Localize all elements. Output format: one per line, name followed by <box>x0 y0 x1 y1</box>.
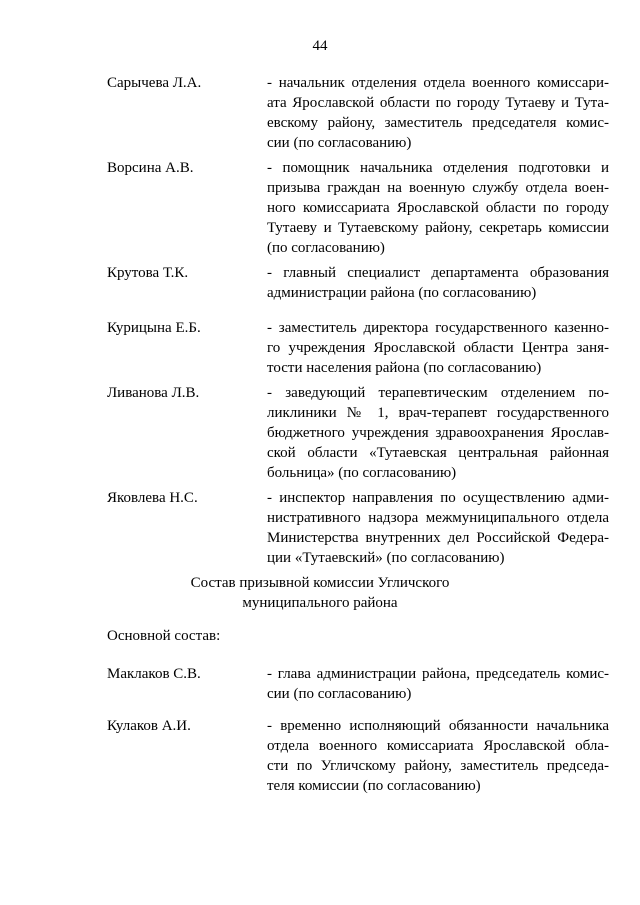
role-line: - заместитель директора государственного казенно- <box>267 320 609 336</box>
role-line: - заведующий терапевтическим отделением по- <box>267 385 609 401</box>
role-line: (по согласованию) <box>267 240 385 256</box>
section-heading-line: муниципального района <box>242 595 398 611</box>
role-line: сти по Угличскому району, заместитель председа- <box>267 758 609 774</box>
role-line: тости населения района (по согласованию) <box>267 360 542 376</box>
role-line: - временно исполняющий обязанности начальника <box>267 718 609 734</box>
role-line: сии (по согласованию) <box>267 686 412 702</box>
member-role <box>267 73 609 153</box>
role-line: Тутаеву и Тутаевскому району, секретарь комиссии <box>267 220 609 236</box>
role-line: - начальник отделения отдела военного комиссари- <box>267 75 609 91</box>
subheading: Основной состав: <box>107 628 221 644</box>
section-heading <box>0 573 640 613</box>
member-name: Курицына Е.Б. <box>107 320 201 336</box>
role-line: - инспектор направления по осуществлению адми- <box>267 490 609 506</box>
role-line: бюджетного учреждения здравоохранения Ярослав- <box>267 425 609 441</box>
member-name: Маклаков С.В. <box>107 666 201 682</box>
member-role <box>267 488 609 568</box>
role-line: администрации района (по согласованию) <box>267 285 537 301</box>
member-name: Ливанова Л.В. <box>107 385 200 401</box>
member-name: Сарычева Л.А. <box>107 75 202 91</box>
member-role <box>267 158 609 258</box>
member-role <box>267 318 609 378</box>
member-name: Яковлева Н.С. <box>107 490 198 506</box>
member-role <box>267 263 609 303</box>
role-line: ции «Тутаевский» (по согласованию) <box>267 550 505 566</box>
role-line: отдела военного комиссариата Ярославской обла- <box>267 738 609 754</box>
member-role <box>267 383 609 483</box>
member-name: Ворсина А.В. <box>107 160 194 176</box>
section-heading-line: Состав призывной комиссии Угличского <box>190 575 450 591</box>
role-line: призыва граждан на военную службу отдела воен- <box>267 180 609 196</box>
member-name: Крутова Т.К. <box>107 265 189 281</box>
role-line: теля комиссии (по согласованию) <box>267 778 481 794</box>
member-name: Кулаков А.И. <box>107 718 191 734</box>
role-line: ликлиники № 1, врач-терапевт государственного <box>267 405 609 421</box>
member-role <box>267 716 609 796</box>
role-line: ного комиссариата Ярославской области по городу <box>267 200 609 216</box>
role-line: ата Ярославской области по городу Тутаеву и Тута- <box>267 95 609 111</box>
role-line: больница» (по согласованию) <box>267 465 457 481</box>
role-line: - главный специалист департамента образования <box>267 265 609 281</box>
role-line: го учреждения Ярославской области Центра заня- <box>267 340 609 356</box>
member-role <box>267 664 609 704</box>
page-number: 44 <box>312 38 328 54</box>
role-line: нистративного надзора межмуниципального отдела <box>267 510 609 526</box>
role-line: - помощник начальника отделения подготовки и <box>267 160 609 176</box>
role-line: сии (по согласованию) <box>267 135 412 151</box>
role-line: евскому району, заместитель председателя комис- <box>267 115 609 131</box>
role-line: Министерства внутренних дел Российской Федера- <box>267 530 609 546</box>
role-line: ской области «Тутаевская центральная районная <box>267 445 609 461</box>
role-line: - глава администрации района, председатель комис- <box>267 666 609 682</box>
